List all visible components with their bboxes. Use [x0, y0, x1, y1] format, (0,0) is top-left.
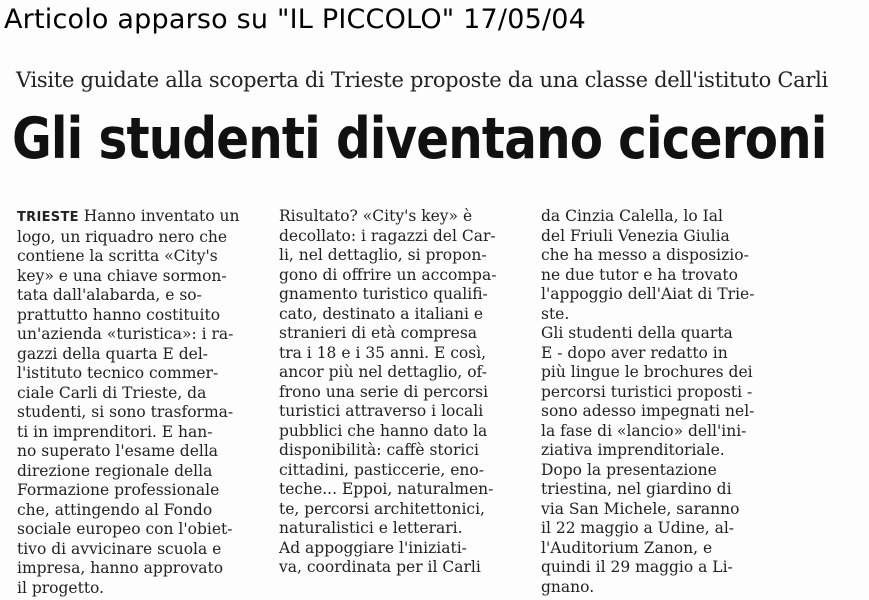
- article-line: Gli studenti della quarta: [541, 324, 733, 342]
- article-line: disponibilità: caffè storici: [279, 441, 479, 459]
- article-line: naturalistici e letterari.: [279, 519, 463, 537]
- article-line: il progetto.: [17, 578, 105, 597]
- article-line: cittadini, pasticcerie, eno-: [279, 460, 484, 479]
- article-line: impresa, hanno approvato: [17, 559, 224, 577]
- article-line: da Cinzia Calella, lo Ial: [541, 207, 723, 225]
- article-column-3: [541, 207, 781, 597]
- article-line: direzione regionale della: [17, 461, 213, 480]
- article-line: tata dall'alabarda, e so-: [17, 286, 202, 304]
- article-line: Dopo la presentazione: [541, 460, 717, 479]
- article-line: sociale europeo con l'obiet-: [17, 520, 233, 538]
- article-line: stranieri di età compresa: [279, 324, 478, 342]
- article-line: ste.: [541, 304, 570, 323]
- article-line: cato, destinato a italiani e: [279, 304, 484, 323]
- article-kicker: Visite guidate alla scoperta di Trieste proposte da una classe dell'istituto Carli: [16, 68, 828, 92]
- article-line: gono di offrire un accompa-: [279, 265, 497, 284]
- article-line: l'appoggio dell'Aiat di Trie-: [541, 285, 755, 303]
- article-line: ne due tutor e ha trovato: [541, 265, 738, 284]
- article-line: te, percorsi architettonici,: [279, 499, 485, 518]
- article-line: l'Auditorium Zanon, e: [541, 538, 713, 557]
- article-source-caption: Articolo apparso su "IL PICCOLO" 17/05/04: [4, 4, 587, 35]
- article-line: studenti, si sono trasforma-: [17, 403, 234, 421]
- article-line: gazzi della quarta E del-: [17, 344, 209, 363]
- article-line: ciale Carli di Trieste, da: [17, 383, 207, 402]
- article-line: più lingue le brochures dei: [541, 363, 753, 381]
- article-line: triestina, nel giardino di: [541, 480, 732, 498]
- article-line: teche... Eppoi, naturalmen-: [279, 480, 494, 498]
- article-line: il 22 maggio a Udine, al-: [541, 519, 735, 537]
- article-line: che ha messo a disposizio-: [541, 246, 749, 264]
- article-line: tivo di avvicinare scuola e: [17, 539, 222, 558]
- article-line: del Friuli Venezia Giulia: [541, 226, 730, 245]
- article-line: li, nel dettaglio, si propon-: [279, 246, 487, 264]
- dateline: TRIESTE: [17, 210, 79, 225]
- article-line: Ad appoggiare l'iniziati-: [279, 538, 467, 557]
- article-line: logo, un riquadro nero che: [17, 227, 228, 246]
- article-line: decollato: i ragazzi del Car-: [279, 226, 496, 245]
- article-line: Formazione professionale: [17, 481, 220, 499]
- article-line: ancor più nel dettaglio, of-: [279, 363, 487, 381]
- article-headline: Gli studenti diventano ciceroni: [12, 106, 827, 172]
- article-line: un'azienda «turistica»: i ra-: [17, 325, 234, 343]
- article-line: prattutto hanno costituito: [17, 305, 221, 324]
- article-line: no superato l'esame della: [17, 442, 219, 460]
- article-line: l'istituto tecnico commer-: [17, 364, 219, 382]
- article-column-2: [279, 207, 519, 578]
- article-line: gnamento turistico qualifi-: [279, 285, 488, 303]
- article-line: che, attingendo al Fondo: [17, 500, 213, 519]
- article-line: quindi il 29 maggio a Li-: [541, 558, 733, 576]
- article-line: frono una serie di percorsi: [279, 382, 489, 401]
- article-line: via San Michele, saranno: [541, 499, 740, 518]
- article-line: ti in imprenditori. E han-: [17, 422, 213, 441]
- article-column-1: [17, 207, 257, 598]
- article-line: key» e una chiave sormon-: [17, 266, 227, 285]
- article-line: gnano.: [541, 577, 595, 596]
- article-line: pubblici che hanno dato la: [279, 421, 488, 440]
- article-line: turistici attraverso i locali: [279, 402, 484, 420]
- article-line: Risultato? «City's key» è: [279, 207, 473, 225]
- article-line: percorsi turistici proposti -: [541, 382, 753, 401]
- article-line: va, coordinata per il Carli: [279, 558, 481, 576]
- article-line: contiene la scritta «City's: [17, 247, 218, 265]
- article-line: tra i 18 e i 35 anni. E così,: [279, 343, 487, 362]
- article-line: ziativa imprenditoriale.: [541, 441, 725, 459]
- article-line: E - dopo aver redatto in: [541, 343, 728, 362]
- article-line: sono adesso impegnati nel-: [541, 402, 755, 420]
- article-line: la fase di «lancio» dell'ini-: [541, 421, 747, 440]
- article-line: TRIESTE Hanno inventato un: [17, 207, 240, 225]
